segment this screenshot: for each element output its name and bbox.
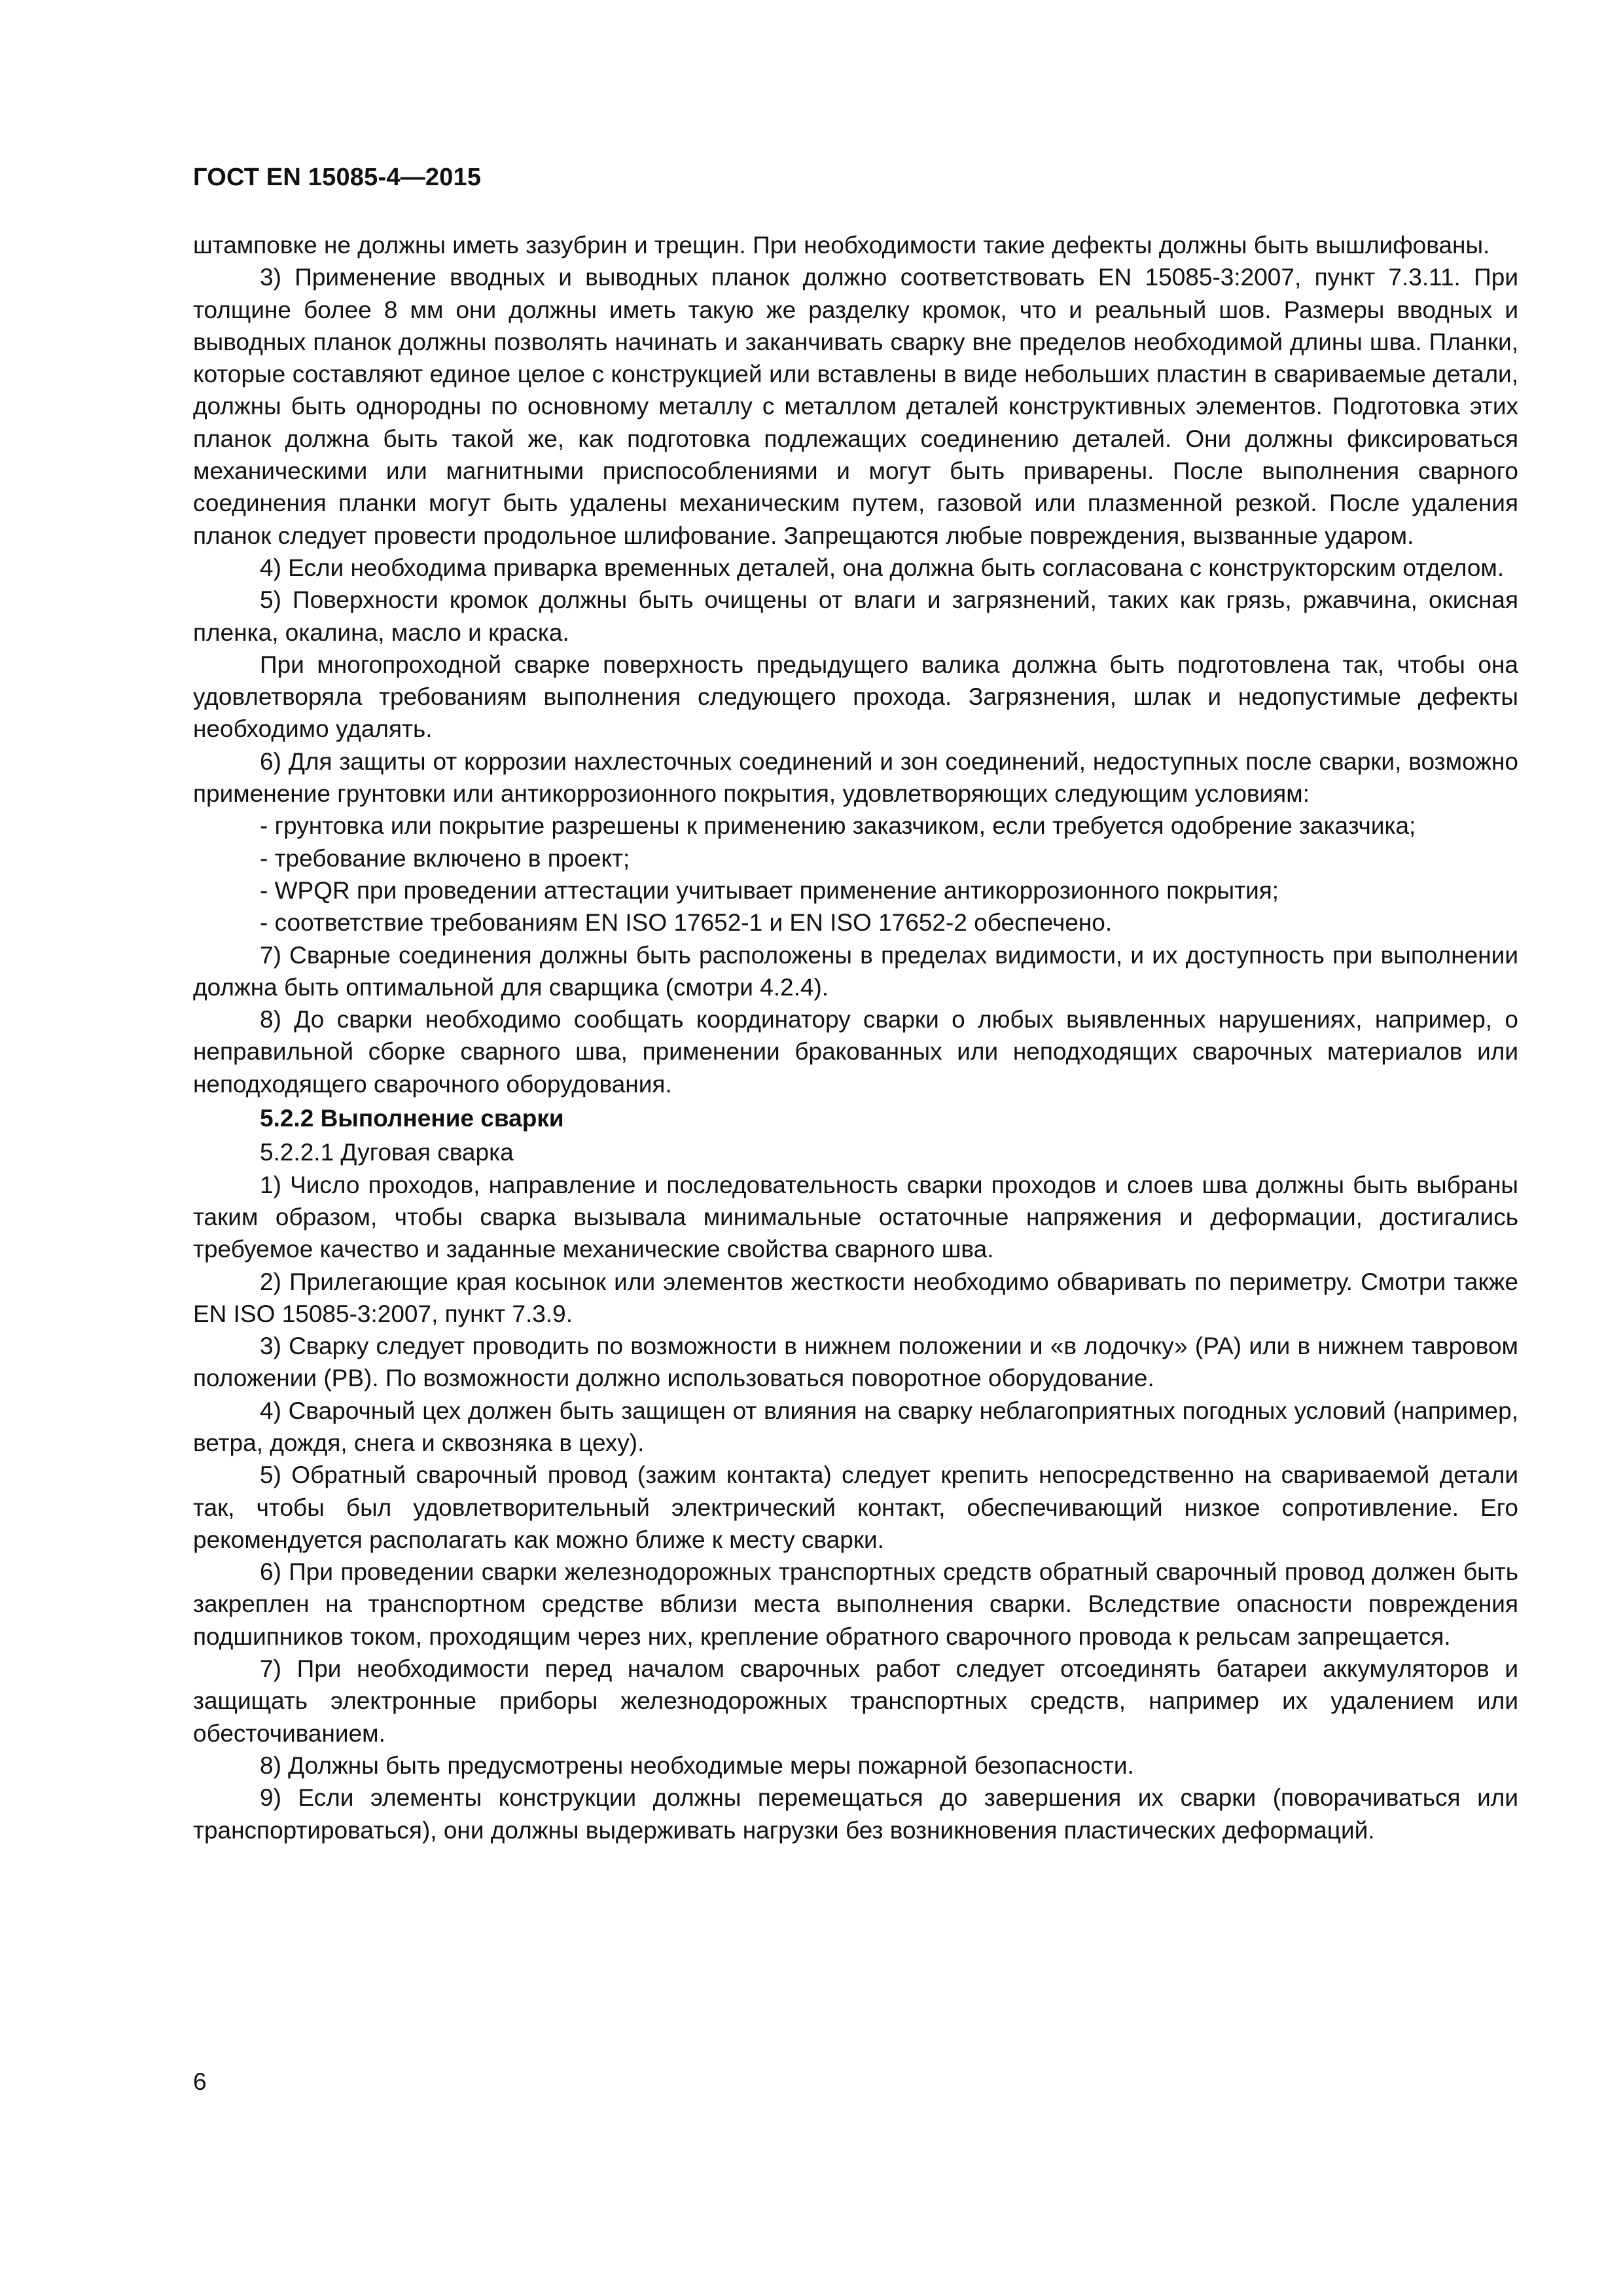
paragraph-continuation: штамповке не должны иметь зазубрин и трещин. При необходимости такие дефекты должны быть вышлифованы. (193, 232, 1490, 259)
paragraph-arc-3: 3) Сварку следует проводить по возможности в нижнем положении и «в лодочку» (PA) или в нижнем тавровом положении (PB). По возможности должно использоваться поворотное оборудование. (193, 1333, 1518, 1392)
paragraph-arc-6: 6) При проведении сварки железнодорожных транспортных средств обратный сварочный провод должен быть закреплен на транспортном средстве вблизи места выполнения сварки. Вследствие опасности повреждения подшипников током, проходящим через них, крепление обратного сварочного провода к рельсам запрещается. (193, 1558, 1518, 1650)
document-header: ГОСТ EN 15085-4—2015 (193, 164, 482, 191)
paragraph-arc-7: 7) При необходимости перед началом сварочных работ следует отсоединять батареи аккумуляторов и защищать электронные приборы железнодорожных транспортных средств, например их удалением или обесточиванием. (193, 1655, 1518, 1747)
document-body (193, 229, 1518, 1846)
paragraph-item-6: 6) Для защиты от коррозии нахлесточных соединений и зон соединений, недоступных после сварки, возможно применение грунтовки или антикоррозионного покрытия, удовлетворяющих следующим условиям: (193, 747, 1518, 808)
list-item-wpqr: - WPQR при проведении аттестации учитывает применение антикоррозионного покрытия; (260, 876, 1279, 904)
paragraph-item-4: 4) Если необходима приварка временных деталей, она должна быть согласована с конструкторским отделом. (260, 554, 1505, 581)
paragraph-item-8: 8) До сварки необходимо сообщать координатору сварки о любых выявленных нарушениях, например, о неправильной сборке сварного шва, применении бракованных или неподходящих сварочных материалов или неподходящего сварочного оборудования. (193, 1006, 1518, 1098)
subsection-title-5-2-2-1: 5.2.2.1 Дуговая сварка (260, 1139, 514, 1166)
list-item-project: - требование включено в проект; (260, 844, 630, 872)
section-heading-5-2-2: 5.2.2 Выполнение сварки (260, 1105, 564, 1132)
paragraph-arc-9: 9) Если элементы конструкции должны перемещаться до завершения их сварки (поворачиваться или транспортироваться), они должны выдерживать нагрузки без возникновения пластических деформаций. (193, 1784, 1518, 1844)
paragraph-arc-4: 4) Сварочный цех должен быть защищен от влияния на сварку неблагоприятных погодных условий (например, ветра, дождя, снега и сквозняка в цеху). (193, 1397, 1518, 1456)
paragraph-item-5: 5) Поверхности кромок должны быть очищены от влаги и загрязнений, таких как грязь, ржавчина, окисная пленка, окалина, масло и краска. (193, 586, 1518, 646)
paragraph-item-7: 7) Сварные соединения должны быть расположены в пределах видимости, и их доступность при выполнении должна быть оптимальной для сварщика (смотри 4.2.4). (193, 941, 1518, 1001)
paragraph-arc-5: 5) Обратный сварочный провод (зажим контакта) следует крепить непосредственно на свариваемой детали так, чтобы был удовлетворительный электрический контакт, обеспечивающий низкое сопротивление. Его рекомендуется располагать как можно ближе к месту сварки. (193, 1462, 1518, 1553)
paragraph-item-3: 3) Применение вводных и выводных планок должно соответствовать EN 15085-3:2007, пункт 7.3.11. При толщине более 8 мм они должны иметь такую же разделку кромок, что и реальный шов. Размеры вводных и выводных планок должны позволять начинать и заканчивать сварку вне пределов необходимой длины шва. Планки, которые составляют единое целое с конструкцией или вставлены в виде небольших пластин в свариваемые детали, должны быть однородны по основному металлу с металлом деталей конструктивных элементов. Подготовка этих планок должна быть такой же, как подготовка подлежащих соединению деталей. Они должны фиксироваться механическими или магнитными приспособлениями и могут быть приварены. После выполнения сварного соединения планки могут быть удалены механическим путем, газовой или плазменной резкой. После удаления планок следует провести продольное шлифование. Запрещаются любые повреждения, вызванные ударом. (193, 264, 1518, 549)
paragraph-arc-8: 8) Должны быть предусмотрены необходимые меры пожарной безопасности. (260, 1751, 1134, 1779)
list-item-primer: - грунтовка или покрытие разрешены к применению заказчиком, если требуется одобрение заказчика; (260, 812, 1416, 840)
list-item-iso: - соответствие требованиям EN ISO 17652-1 и EN ISO 17652-2 обеспечено. (260, 909, 1113, 937)
paragraph-arc-1: 1) Число проходов, направление и последовательность сварки проходов и слоев шва должны быть выбраны таким образом, чтобы сварка вызывала минимальные остаточные напряжения и деформации, достигались требуемое качество и заданные механические свойства сварного шва. (193, 1171, 1518, 1263)
paragraph-arc-2: 2) Прилегающие края косынок или элементов жесткости необходимо обваривать по периметру. Смотри также EN ISO 15085-3:2007, пункт 7.3.9. (193, 1268, 1518, 1327)
paragraph-multipass: При многопроходной сварке поверхность предыдущего валика должна быть подготовлена так, чтобы она удовлетворяла требованиям выполнения следующего прохода. Загрязнения, шлак и недопустимые дефекты необходимо удалять. (193, 651, 1518, 743)
page-number: 6 (193, 2068, 207, 2095)
